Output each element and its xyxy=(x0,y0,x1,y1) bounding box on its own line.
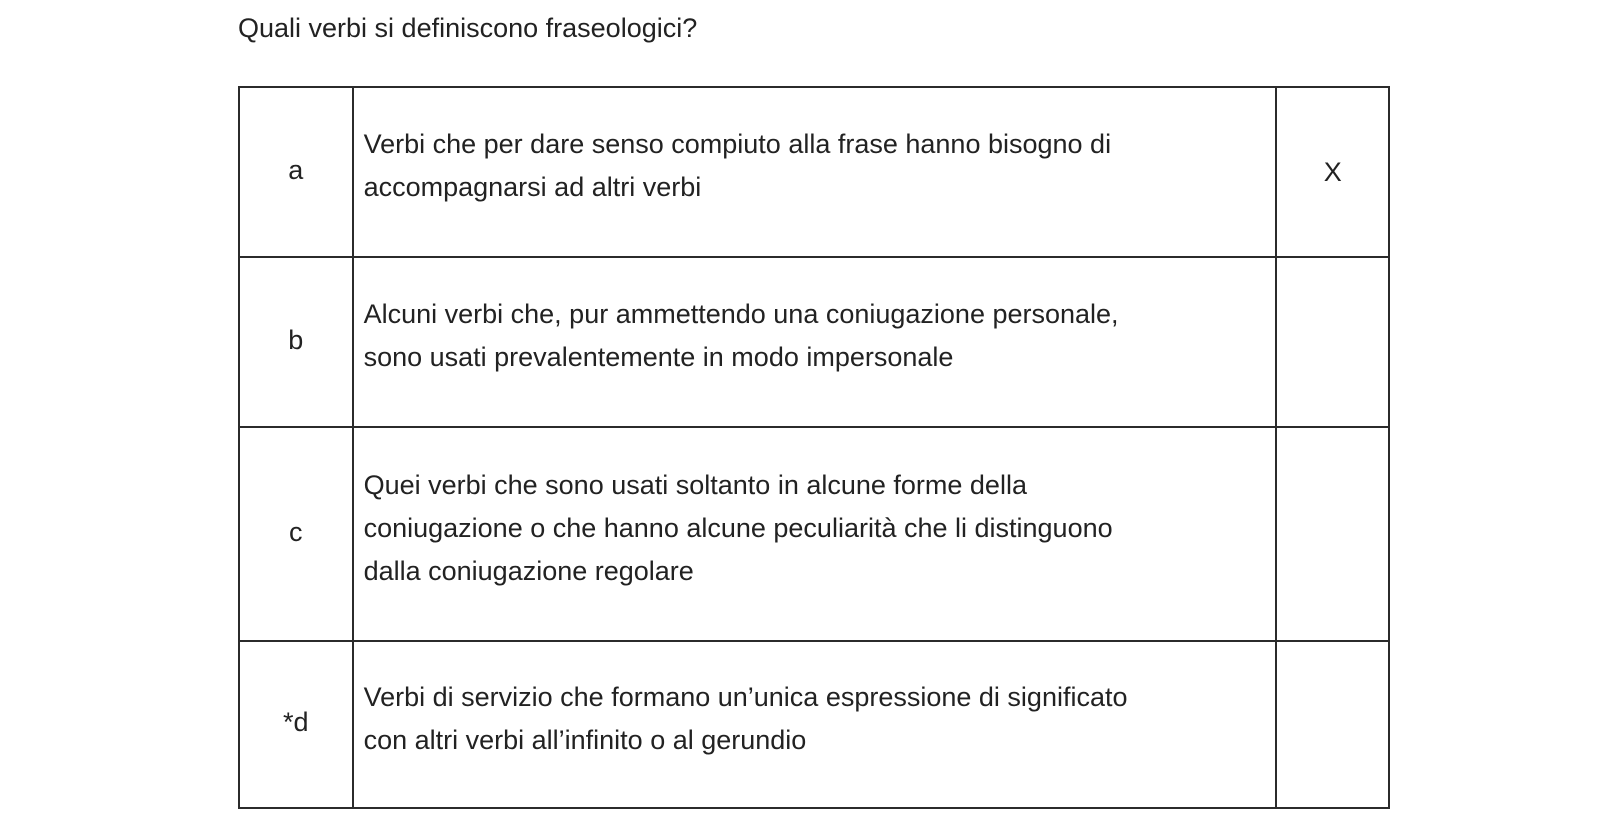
option-letter-cell xyxy=(239,87,353,257)
option-text-line: Alcuni verbi che, pur ammettendo una coniugazione personale, xyxy=(363,299,1119,329)
option-text-cell xyxy=(353,257,1277,427)
option-text-line: accompagnarsi ad altri verbi xyxy=(363,172,702,202)
answer-mark-cell xyxy=(1276,641,1389,808)
answer-table xyxy=(238,86,1390,809)
answer-row-b xyxy=(239,257,1389,427)
option-letter-cell xyxy=(239,641,353,808)
option-text-line: Verbi che per dare senso compiuto alla frase hanno bisogno di xyxy=(363,129,1112,159)
option-letter-cell xyxy=(239,427,353,641)
answer-row-d xyxy=(239,641,1389,808)
option-letter-cell xyxy=(239,257,353,427)
answer-mark-cell xyxy=(1276,87,1389,257)
option-letter: b xyxy=(288,324,304,355)
option-text-line: coniugazione o che hanno alcune peculiarità che li distinguono xyxy=(363,512,1113,543)
answer-mark-cell xyxy=(1276,257,1389,427)
option-text-cell xyxy=(353,87,1277,257)
option-text-line: dalla coniugazione regolare xyxy=(363,555,694,586)
option-text-line: Quei verbi che sono usati soltanto in alcune forme della xyxy=(363,469,1027,500)
option-text-line: Verbi di servizio che formano un’unica espressione di significato xyxy=(363,681,1128,712)
answer-row-a xyxy=(239,87,1389,257)
option-letter: *d xyxy=(283,707,309,737)
answer-mark-cell xyxy=(1276,427,1389,641)
answer-mark: X xyxy=(1323,156,1342,187)
option-text-cell xyxy=(353,641,1277,808)
option-text-line: sono usati prevalentemente in modo impersonale xyxy=(363,342,954,372)
option-letter: a xyxy=(288,154,304,185)
option-text-cell xyxy=(353,427,1277,641)
option-letter: c xyxy=(289,516,303,547)
answer-row-c xyxy=(239,427,1389,641)
question-text: Quali verbi si definiscono fraseologici? xyxy=(238,13,698,43)
option-text-line: con altri verbi all’infinito o al gerundio xyxy=(363,724,807,755)
